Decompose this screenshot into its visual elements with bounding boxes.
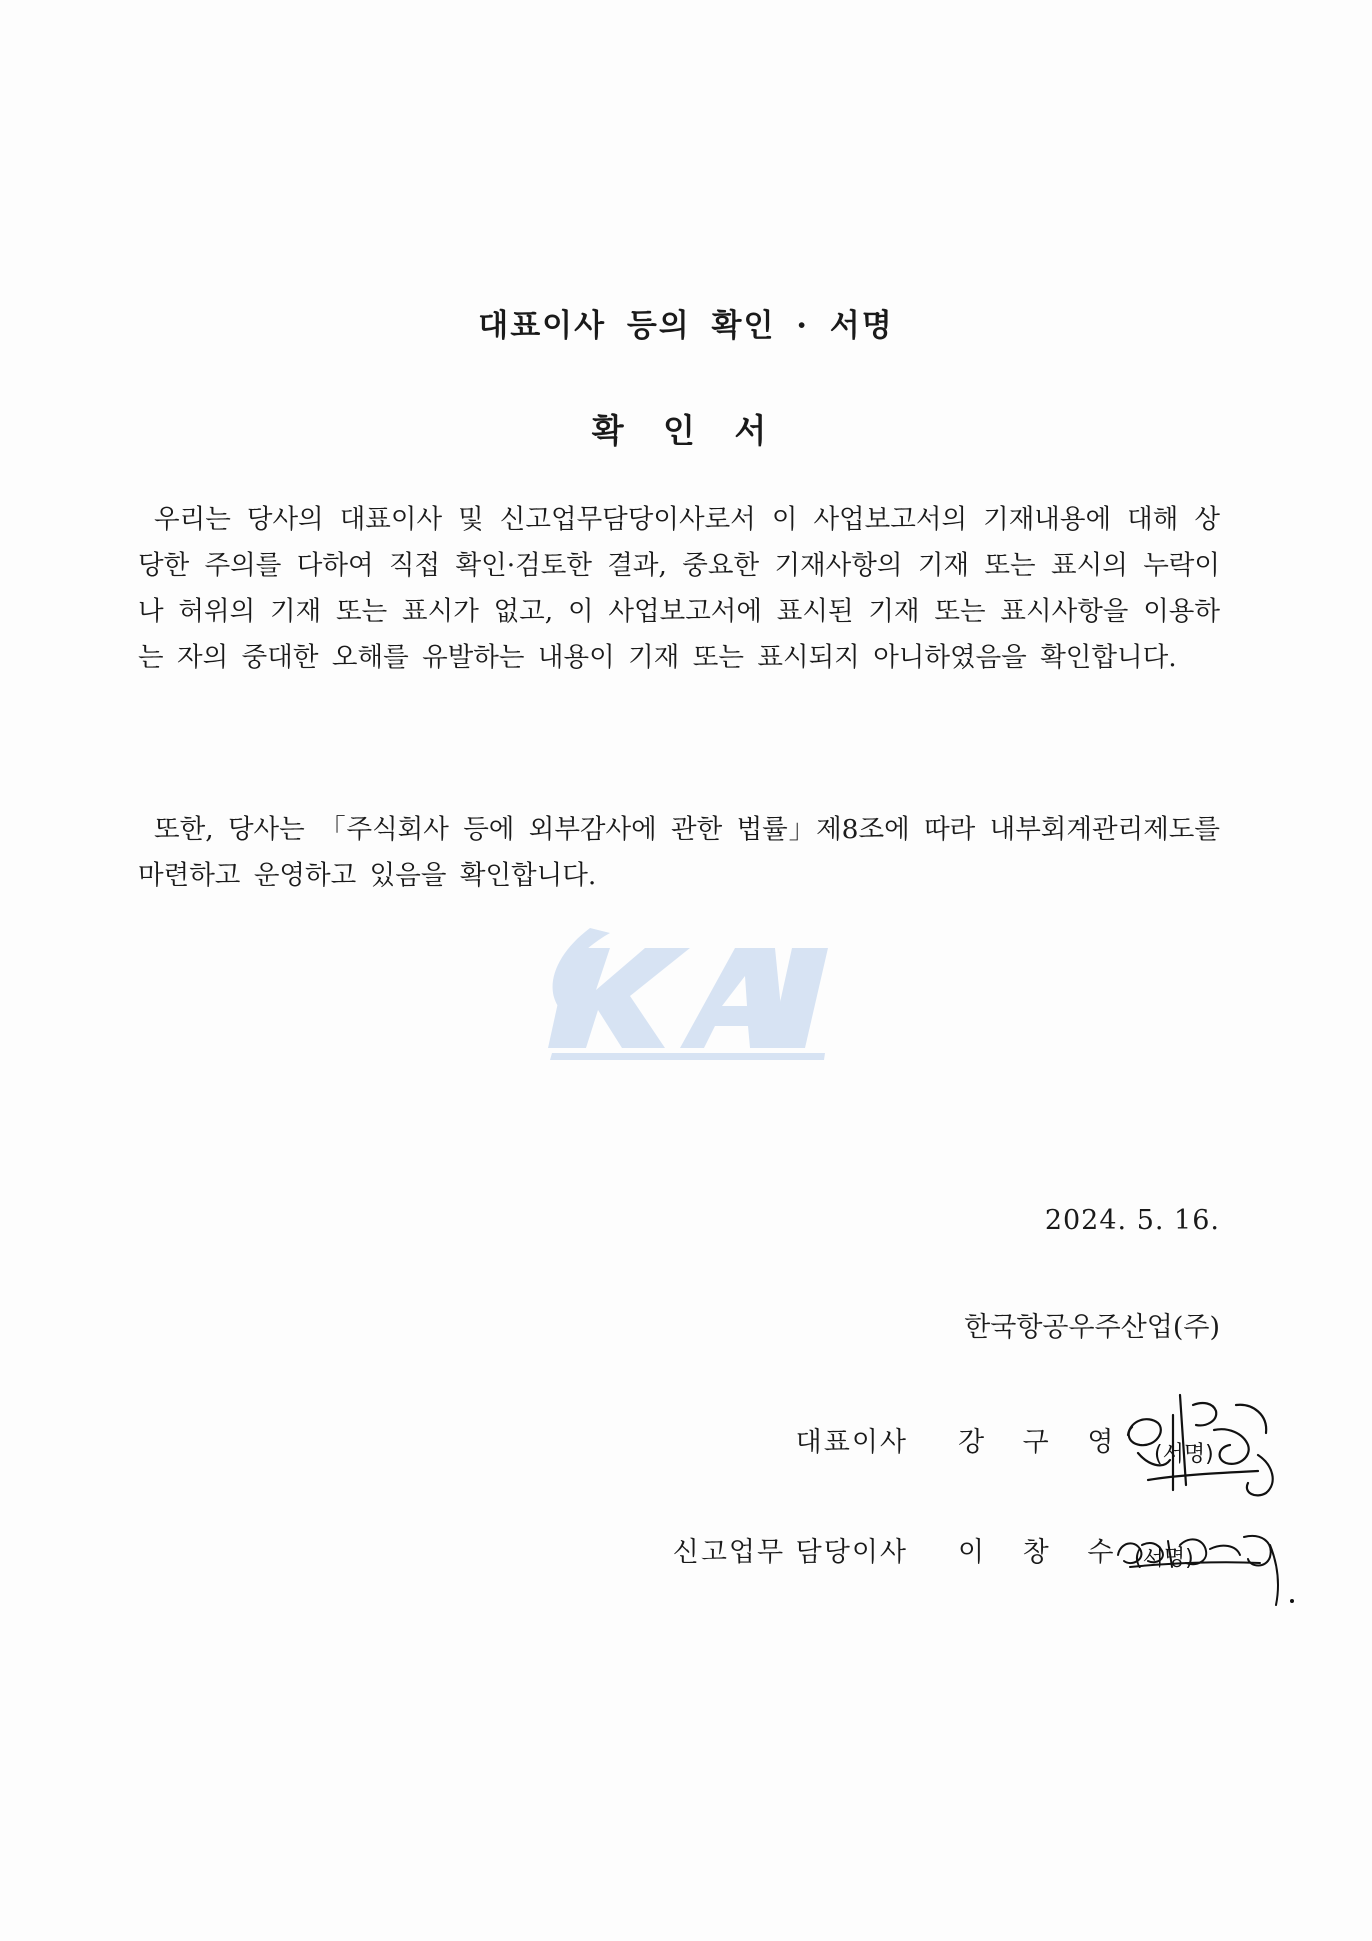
kai-watermark-logo: [530, 888, 830, 1068]
ceo-signature-note: (서명): [1154, 1442, 1214, 1467]
signatory-title-ceo: 대표이사: [795, 1427, 908, 1458]
document-date: 2024. 5. 16.: [1044, 1205, 1220, 1236]
company-name: 한국항공우주산업(주): [964, 1312, 1220, 1343]
officer-signature-note: (서명): [1134, 1546, 1194, 1571]
internal-control-paragraph: 또한, 당사는 「주식회사 등에 외부감사에 관한 법률」제8조에 따라 내부회계관리제도를 마련하고 운영하고 있음을 확인합니다.: [138, 814, 1220, 891]
document-heading: 대표이사 등의 확인 · 서명: [478, 308, 894, 344]
signatory-name-ceo: 강 구 영: [958, 1427, 1129, 1458]
signatory-name-officer: 이 창 수: [958, 1537, 1129, 1568]
confirmation-paragraph: 우리는 당사의 대표이사 및 신고업무담당이사로서 이 사업보고서의 기재내용에 대해 상당한 주의를 다하여 직접 확인·검토한 결과, 중요한 기재사항의 기재 또는 표시의 누락이나 허위의 기재 또는 표시가 없고, 이 사업보고서에 표시된 기재 또는 표시사항을 이용하는 자의 중대한 오해를 유발하는 내용이 기재 또는 표시되지 아니하였음을 확인합니다.: [138, 504, 1220, 673]
ceo-signature: [1118, 1375, 1293, 1505]
signatory-title-officer: 신고업무 담당이사: [672, 1537, 908, 1568]
officer-signature: [1110, 1505, 1310, 1615]
document-subheading: 확 인 서: [591, 411, 781, 450]
